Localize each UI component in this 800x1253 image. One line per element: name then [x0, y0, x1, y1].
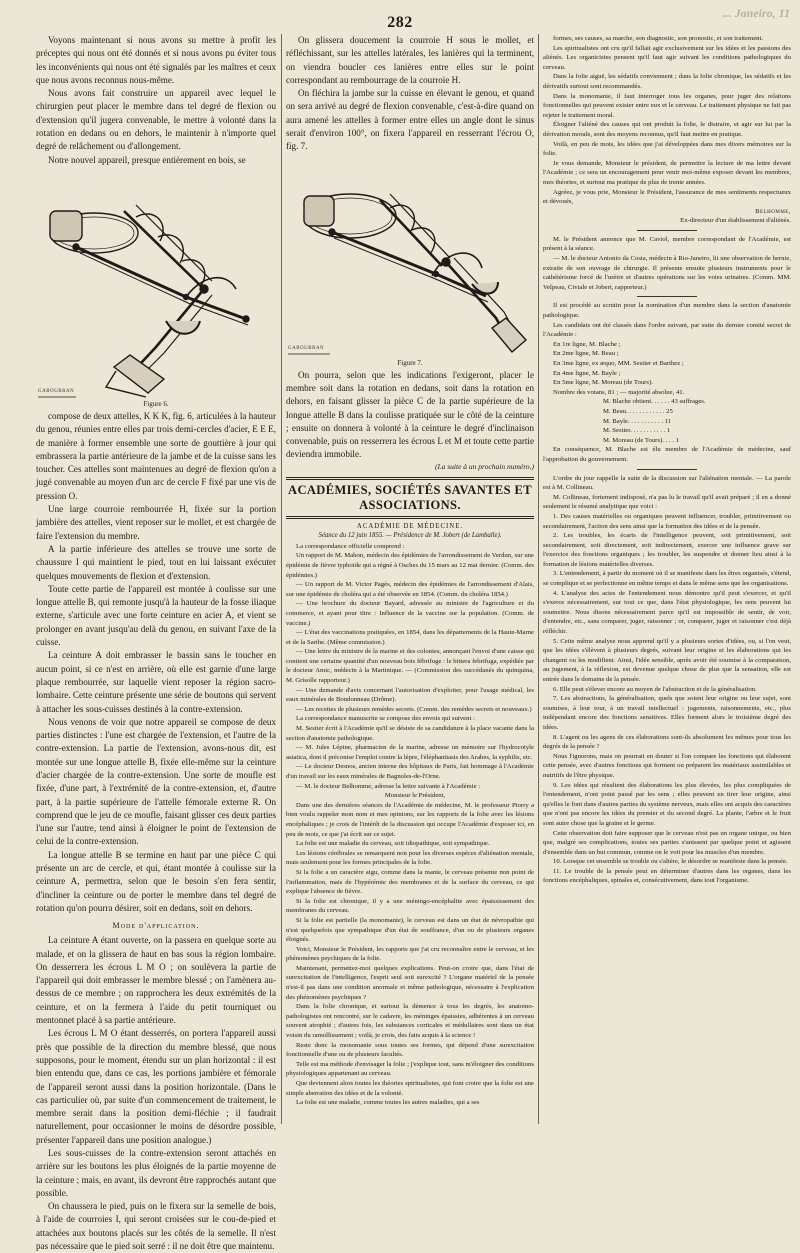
bleed-through-text-right: ... Janeiro, 11: [722, 6, 790, 20]
paragraph: Les sous-cuisses de la contre-extension seront attachés en arrière sur les boutons les plus éloignés de la partie moyenne de la ceinture ; mais, en avant, ils devront être rapprochés autant que possible.: [36, 1148, 276, 1198]
candidate-rank: En 4me ligne, M. Bayle ;: [553, 369, 621, 377]
vote-result: M. Moreau (de Tours). . . . 1: [603, 436, 679, 444]
paragraph: formes, ses causes, sa marche, son diagnostic, son pronostic, et son traitement.: [553, 35, 764, 42]
continuation-note: (La suite à un prochain numéro.): [434, 461, 534, 471]
engraver-signature: GAROUBRAN: [38, 388, 75, 394]
academy-heading: ACADÉMIE DE MÉDECINE.: [356, 522, 464, 530]
list-item: 1. Des causes matérielles ou organiques peuvent influencer, troubler, primitivement ou secondairement, l'action des sens ainsi que la formation des idées et de la pensée.: [543, 512, 791, 530]
paragraph: La folie est une maladie du cerveau, soit idiopathique, soit sympathique.: [296, 840, 490, 848]
signature-title: Ex-directeur d'un établissement d'aliénés.: [680, 217, 791, 225]
vote-result: M. Sestier. . . . . . . . . . . 1: [603, 427, 671, 435]
paragraph: A la partie inférieure des attelles se trouve une sorte de chaussure I qui maintient le pied, tout en lui laissant exécuter quelques mouvements de flexion et d'extension.: [36, 543, 276, 581]
paragraph: On fléchira la jambe sur la cuisse en élevant le genou, et quand on sera arrivé au degré de flexion convenable, c'est-à-dire quand on aura amené les attelles à former entre elles un angle dont le sinus serait d'environ 100°, on fixera l'appareil en resserrant l'écrou O, fig. 7.: [286, 88, 534, 152]
paragraph: Nous l'ignorons, mais on pourrait en douter si l'on compare les fonctions qui élaborent cette pensée, avec d'autres fonctions qui forment ou préparent les matériaux assimilables et nutritifs de l'être physique.: [543, 752, 791, 779]
list-item: 9. Les idées qui résultent des élaborations les plus élevées, les plus compliquées de l'entendement, n'ont point passé par les sens ; elles peuvent en tirer leur origine, ainsi qu'elles le font dans d'autres parties du système nerveux, mais elles ont acquis des caractères que n'ont pas encore les idées du premier et du second degré. La plante, l'arbre et le fruit sont autre chose que la graine et le germe.: [543, 781, 791, 827]
figure-caption: Figure 6.: [143, 399, 169, 408]
candidate-rank: En 1re ligne, M. Blache ;: [553, 340, 621, 348]
paragraph: On chaussera le pied, puis on le fixera sur la semelle de bois, à l'aide de courroies I, qui seront croisées sur le cou-de-pied et attachées aux boutons placés sur les côtés de la semelle. Il n'est pas nécessaire que le pied soit serré : il ne doit être que maintenu.: [36, 1201, 276, 1252]
paragraph: L'ordre du jour rappelle la suite de la discussion sur l'aliénation mentale. — La parole est à M. Collineau.: [543, 474, 791, 492]
paragraph: Les spiritualistes ont cru qu'il fallait agir exclusivement sur les idées et les passions des aliénés. Les organicistes pensent qu'il faut agir suivant les conditions pathologiques du cerveau.: [543, 44, 791, 71]
list-item: 6. Elle peut s'élever encore au moyen de l'abstraction et de la généralisation.: [553, 685, 757, 693]
paragraph: Voici, Monsieur le Président, les rapports que j'ai cru reconnaître entre le cerveau, et les phénomènes psychiques de la folie.: [286, 945, 534, 963]
paragraph: Dans la folie chronique, et surtout la démence à tous les degrés, les anatomo-pathologistes ont rencontré, sur le cadavre, les méninges épaissies, adhérentes à un cerveau souvent atrophié ; d'autres fois, les substances corticales et médullaires sont dans un état voisin du ramollissement ; voilà, je crois, des faits acquis à la science !: [286, 1003, 534, 1040]
paragraph: Que deviennent alors toutes les théories spiritualistes, qui font croire que la folie est une simple aberration des idées et de la volonté.: [286, 1080, 534, 1097]
paragraph: La correspondance manuscrite se compose des envois qui suivent :: [296, 715, 475, 723]
paragraph: Cette observation doit faire supposer que le cerveau n'est pas un organe unique, ou bien que, malgré ses complications, toutes ses parties s'unissent par quelque point et agissent d'ensemble dans un but commun, comme on le voit pour les muscles d'un membre.: [543, 829, 791, 856]
paragraph: Les écrous L M O étant desserrés, on portera l'appareil aussi près que possible de la direction du membre blessé, que nous supposons, pour le moment, étendu sur un plan horizontal : il est bien entendu que, dans ce cas, les portions jambière et fémorale de l'appareil seront aussi dans la position horizontale. (Dans le cas particulier où, par suite d'un commencement de traitement, le membre serait dans la position demi-fléchie ; il faudrait naturellement, pour occasionner le moins de désordre possible, présenter l'appareil dans une position analogue.): [36, 1028, 276, 1145]
column-rule: [281, 34, 282, 1124]
paragraph: Telle est ma méthode d'envisager la folie ; j'explique tout, sans m'éloigner des conditions physiologiques appartenant au cerveau.: [286, 1060, 534, 1078]
paragraph: Éloigner l'aliéné des causes qui ont produit la folie, le distraire, et agir sur lui par la dérivation morale, sont des moyens reconnus, qu'il faut mettre en pratique.: [543, 121, 791, 138]
letter-signature: Belhomme,: [755, 207, 791, 215]
paragraph: Il est procédé au scrutin pour la nomination d'un membre dans la section d'anatomie pathologique.: [543, 302, 791, 320]
paragraph: — M. le docteur Belhomme, adresse la lettre suivante à l'Académie :: [296, 782, 481, 790]
paragraph: Notre nouvel appareil, presque entièrement en bois, se: [48, 154, 246, 165]
paragraph: La correspondance officielle comprend :: [296, 542, 405, 550]
paragraph: La ceinture A doit embrasser le bassin sans le toucher en aucun point, si ce n'est en arrière, où elle est garnie d'une large plaque rembourrée, sur laquelle vient reposer la région sacro-lombaire. Cette ceinture présente une série de boutons qui servent à attacher les sous-cuisses destinés à la contre-extension.: [36, 650, 276, 714]
page-header: [0, 0, 800, 30]
list-item: 10. Lorsque cet ensemble se trouble ou s'altère, le désordre se manifeste dans la pensée.: [553, 858, 788, 866]
list-item: 11. Le trouble de la pensée peut en déterminer d'autres dans les organes, dans les fonctions encéphaliques, spinales et, consécutivement, dans tout l'organisme.: [543, 867, 791, 885]
paragraph: La folie est une maladie, comme toutes les autres maladies, qui a ses: [296, 1099, 480, 1107]
paragraph: — L'état des vaccinations pratiquées, en 1854, dans les départements de la Haute-Marne et de la Sarthe. (Même commission.): [286, 629, 534, 646]
paragraph: On pourra, selon que les indications l'exigeront, placer le membre soit dans la rotation en dedans, soit dans la rotation en dehors, en faisant glisser la pièce C de la partie supérieure de la longue attelle B dans la coulisse pratiquée sur le côté de la ceinture ; ensuite on donnera à volonté à la ceinture le degré d'inclinaison convenable, puis on resserrera les écrous L et M et toute cette partie deviendra immobile.: [286, 369, 534, 460]
paragraph: M. Collineau, fortement indisposé, n'a pas lu le travail qu'il avait préparé ; il en a donné seulement le résumé analytique que voici :: [543, 493, 791, 511]
paragraph: Si la folie a un caractère aigu, comme dans la manie, le cerveau présente non point de l'inflammation, mais de l'hypérémie des membranes et de la surface du cerveau, ce qui explique l'absence de fièvre.: [286, 868, 534, 896]
paragraph: Dans la monomanie, il faut interroger tous les organes, pour juger des relations fonctionnelles qui peuvent exister entre eux et le cerveau. Le traitement physique ne fait pas rejeter le traitement moral.: [543, 92, 791, 119]
list-item: 8. L'agent ou les agens de ces élaborations sont-ils absolument les mêmes pour tous les degrés de la pensée ?: [543, 733, 791, 751]
paragraph: Agréez, je vous prie, Monsieur le Président, l'assurance de mes sentiments respectueux et dévoués,: [543, 188, 791, 206]
paragraph: Si la folie est chronique, il y a une méningo-encéphalite avec épaississement des membranes du cerveau.: [286, 897, 534, 915]
list-item: 5. Cette même analyse nous apprend qu'il y a plusieurs sortes d'idées, ou, si l'on veut, que les idées s'élèvent à plusieurs degrés, suivant leur origine et les élaborations qui les changent ou les modifient. Ainsi, l'idée sensible, après avoir été soumise à la comparaison, au jugement, à la réflexion, est devenue quelque chose de plus que la sensation, elle est entrée dans le domaine de la pensée.: [543, 637, 791, 683]
paragraph: Nous avons fait construire un appareil avec lequel le chirurgien peut placer le membre dans tel degré de flexion ou d'extension qu'il jugera convenable, le mettre à volonté dans la rotation en dedans ou en dehors, le maintenir à n'importe quel degré de relâchement ou d'allongement.: [36, 88, 276, 152]
column-3: [543, 34, 791, 1124]
engraver-signature: GAROUBRAN: [288, 345, 325, 351]
paragraph: Les candidats ont été classés dans l'ordre suivant, par suite du dernier comité secret de l'Académie :: [543, 321, 791, 339]
paragraph: Maintenant, permettez-moi quelques explications. Peut-on croire que, dans l'état de surexcitation de l'intelligence, l'esprit seul soit surexcité ? L'organe matériel de la pensée n'est-il pas dans une condition anormale et même pathologique, nécessaire à l'explication des phénomènes psychiques ?: [286, 964, 534, 1001]
figure-7-illustration: [286, 158, 534, 358]
separator-rule: [637, 296, 697, 297]
vote-result: M. Beau. . . . . . . . . . . . 25: [603, 407, 673, 415]
vote-result: M. Bayle. . . . . . . . . . . 11: [603, 417, 672, 425]
paragraph: — Une demande d'avis concernant l'autorisation d'exploiter, pour l'usage médical, les eaux minérales de Bondonneau (Drôme).: [286, 686, 534, 704]
page-number: 282: [387, 14, 413, 31]
candidate-rank: En 3me ligne, ex æquo, MM. Sestier et Barthez ;: [553, 360, 684, 367]
figure-6-illustration: [36, 171, 276, 399]
paragraph: Dans la folie aiguë, les sédatifs conviennent ; dans la folie chronique, les sédatifs et les dérivatifs surtout sont recommandés.: [543, 73, 791, 90]
salutation: Monsieur le Président,: [384, 792, 446, 800]
list-item: 4. L'analyse des actes de l'entendement nous démontre qu'il peut s'exercer, et qu'il s'exerce nécessairement, sur tout ce que, dans l'état physiologique, les sens peuvent lui soumettre. Nous disons nécessairement parce qu'il est impossible de sentir, de voir, d'entendre, etc., sans comparer, juger, raisonner ; or, comparer, juger et raisonner c'est déjà réfléchir.: [543, 589, 791, 636]
candidate-rank: En 5me ligne, M. Moreau (de Tours).: [553, 379, 653, 387]
paragraph: Si la folie est partielle (la monomanie), le cerveau est dans un état de névropathie qui n'est quelquefois que sympathique d'un état de souffrance, d'un ou de plusieurs organes éloignés.: [286, 916, 534, 944]
paragraph: M. le Président annonce que M. Caviol, membre correspondant de l'Académie, est présent à la séance.: [543, 235, 791, 253]
section-title: ACADÉMIES, SOCIÉTÉS SAVANTES ET ASSOCIATIONS.: [286, 477, 534, 519]
column-rule: [538, 34, 539, 1124]
paragraph: Une large courroie rembourrée H, fixée sur la portion jambière des attelles, vient reposer sur le mollet, et est chargée de faire l'extension du membre.: [36, 504, 276, 541]
paragraph: Voilà, en peu de mots, les idées que j'ai développées dans mes divers mémoires sur la folie.: [543, 140, 791, 158]
separator-rule: [637, 230, 697, 231]
paragraph: Reste donc la monomanie sous toutes ses formes, qui dépend d'une surexcitation fonctionnelle d'une ou de plusieurs facultés.: [286, 1041, 534, 1059]
candidate-rank: En 2me ligne, M. Beau ;: [553, 350, 619, 358]
paragraph: Toute cette partie de l'appareil est montée à coulisse sur une longue attelle B, qui remonte jusqu'à la hauteur de la fosse iliaque externe, s'articule avec une forte ceinture en acier A, et vient se prolonger en avant jusqu'au delà du genou, en suivant l'axe de la cuisse.: [36, 583, 276, 648]
paragraph: — M. Jules Lépine, pharmacien de la marine, adresse un mémoire sur l'hydrocotyle asiatica, dont il préconise l'emploi contre la lèpre, l'éléphantiasis des Arabes, la syphilis, etc.: [286, 744, 534, 761]
paragraph: Je vous demande, Monsieur le président, de permettre la lecture de ma lettre devant l'Académie ; ce sera un encouragement pour venir moi-même exposer devant les membres, mes théories, et surtout ma pratique de plus de trente années.: [543, 159, 791, 186]
figure-6: [36, 171, 276, 408]
figure-caption: Figure 7.: [397, 358, 423, 367]
column-2: [286, 34, 534, 1124]
paragraph: compose de deux attelles, K K K, fig. 6, articulées à la hauteur du genou, réunies entre elles par trois demi-cercles d'acier, E E E, de manière à former ensemble une sorte de gouttière à jour qui embrassera la partie antérieure de la jambe et de la cuisse sans les toucher. Ces attelles sont maintenues au degré de flexion qu'on a jugé convenable au moyen d'un arc de cercle F fixé par une vis de pression O.: [36, 410, 276, 501]
list-item: 7. Les abstractions, la généralisation, quels que soient leur origine ou leur sujet, sont soumises, à leur tour, à un travail intellectuel : jugements, raisonnements, etc., plus indépendant encore des fonctions sensitives. Elles forment alors le troisième degré des idées.: [543, 695, 791, 731]
paragraph: La longue attelle B se termine en haut par une pièce C qui présente un arc de cercle, et qui, étant montée à coulisse sur la ceinture A, permettra, selon que le besoin s'en fera sentir, d'incliner la ceinture ou de porter le membre dans tel degré de rotation qu'on pourra désirer, soit en dedans, soit en dehors.: [36, 849, 276, 913]
paragraph: Un rapport de M. Mahon, médecin des épidémies de l'arrondissement de Verdun, sur une épidémie de fièvre typhoïde qui a régné à Osches du 15 mars au 12 mai dernier. (Comm. des épidémies.): [286, 552, 534, 579]
list-item: 3. L'entendement, à partir du moment où il se manifeste dans les êtres organisés, s'étend, se complique et se perfectionne en même temps et dans le même sens que les organisations.: [543, 570, 791, 588]
paragraph: — M. le docteur Antonio da Costa, médecin à Rio-Janeiro, lit une observation de hernie, extraite de son ouvrage de chirurgie. Il présente ensuite plusieurs instruments pour le cathétérisme forcé de l'urètre et d'autres opérations sur les voies urinaires. (Comm. MM. Velpeau, Civiale et Jobert, rapporteur.): [543, 255, 791, 291]
paragraph: — Une lettre du ministre de la marine et des colonies, annonçant l'envoi d'une caisse qui contient une certaine quantité d'un nouveau bois fébrifuge : le bittera febrifuga, expédiée par le docteur Amic, médecin à la Martinique. — (Commission des succédanés du quinquina, M. Grisolle rapporteur.): [286, 648, 534, 685]
paragraph: — Une brochure du docteur Bayard, adressée au ministre de l'agriculture et du commerce, et ayant pour titre : Influence de la vaccine sur la population. (Comm. de vaccine.): [286, 600, 534, 627]
paragraph: Nous venons de voir que notre appareil se compose de deux parties distinctes : l'une est chargée de l'extension, et l'autre de la contre-extension. La partie de l'extension, avons-nous dit, est montée sur une longue attelle B, fixée elle-même sur la ceinture d'acier chargée de la contre-extension. Une sorte de moufle est fixée, d'une part, à l'extrémité de la contre-extension, et, d'autre part, à la partie supérieure de l'attelle fémorale externe R. On comprend que le jeu de ce moufle, faisant glisser ces deux parties l'une sur l'autre, tend ainsi à éloigner le point de l'extension de celui de la contre-extension.: [36, 716, 276, 847]
paragraph: M. Sestier écrit à l'Académie qu'il se désiste de sa candidature à la place vacante dans la section d'anatomie pathologique.: [286, 725, 534, 742]
column-1: [36, 34, 276, 1252]
list-item: 2. Les troubles, les écarts de l'intelligence peuvent, soit primitivement, soit secondairement, soit directement, soit indirectement, exercer une influence grave sur l'exercice des fonctions organiques ; les troubler, les suspendre et donner lieu ainsi à la formation de lésions matérielles diverses.: [543, 532, 791, 568]
separator-rule: [637, 469, 697, 470]
paragraph: On glissera doucement la courroie H sous le mollet, et réfléchissant, sur les attelles latérales, les lanières qui la terminent, on viendra boucler ces lanières entre elles sur le point correspondant au rembourrage de la courroie H.: [286, 35, 534, 85]
paragraph: Voyons maintenant si nous avons su mettre à profit les préceptes qui nous ont été donnés et si nous avons pu éviter tous les inconvénients qui nous ont été signalés par les maîtres et ceux que nous avons reconnus nous-même.: [36, 35, 276, 85]
vote-count: Nombre des votans, 81 ; — majorité absolue, 41.: [553, 388, 685, 396]
section-heading: Mode d'application.: [112, 921, 200, 931]
paragraph: Les lésions cérébrales se remarquent non pour les diverses espèces d'aliénation mentale, mais seulement pour les formes principales de la folie.: [286, 849, 534, 867]
session-line: Séance du 12 juin 1855. — Présidence de M. Jobert (de Lamballe).: [318, 531, 502, 539]
paragraph: La ceinture A étant ouverte, on la passera en quelque sorte au malade, et on la glissera de haut en bas sous la région lombaire. On desserrera les écrous L M O ; on soulèvera la partie de l'appareil qui doit embrasser le membre blessé ; on l'amènera au-dessus de ce membre ; on rapprochera les deux extrémités de la ceinture, et on la fermera à l'aide du petit tourniquet ou mentonnet placé à sa partie antérieure.: [36, 935, 276, 1026]
paragraph: En conséquence, M. Blache est élu membre de l'Académie de médecine, sauf l'approbation du gouvernement.: [543, 446, 791, 463]
vote-result: M. Blache obtient. . . . . . 43 suffrages.: [603, 398, 706, 406]
figure-7: [286, 158, 534, 367]
paragraph: Dans une des dernières séances de l'Académie de médecine, M. le professeur Piorry a bien voulu rappeler mon nom et mes opinions, sur les rapports de la folie avec les lésions encéphaliques ; je crois de l'intérêt de la discussion qui occupe l'Académie d'exposer ici, en peu de mots, ce que j'ai écrit sur ce sujet.: [286, 801, 534, 838]
paragraph: — Un rapport de M. Victor Pagès, médecin des épidémies de l'arrondissement d'Alais, sur une épidémie de choléra qui a été observée en 1854. (Comm. du choléra 1854.): [286, 581, 534, 598]
paragraph: — Le docteur Desnos, ancien interne des hôpitaux de Paris, fait hommage à l'Académie d'un travail sur les eaux minérales de Bagnoles-de-l'Orne.: [286, 763, 534, 780]
paragraph: — Les recettes de plusieurs remèdes secrets. (Comm. des remèdes secrets et nouveaux.): [296, 705, 532, 713]
